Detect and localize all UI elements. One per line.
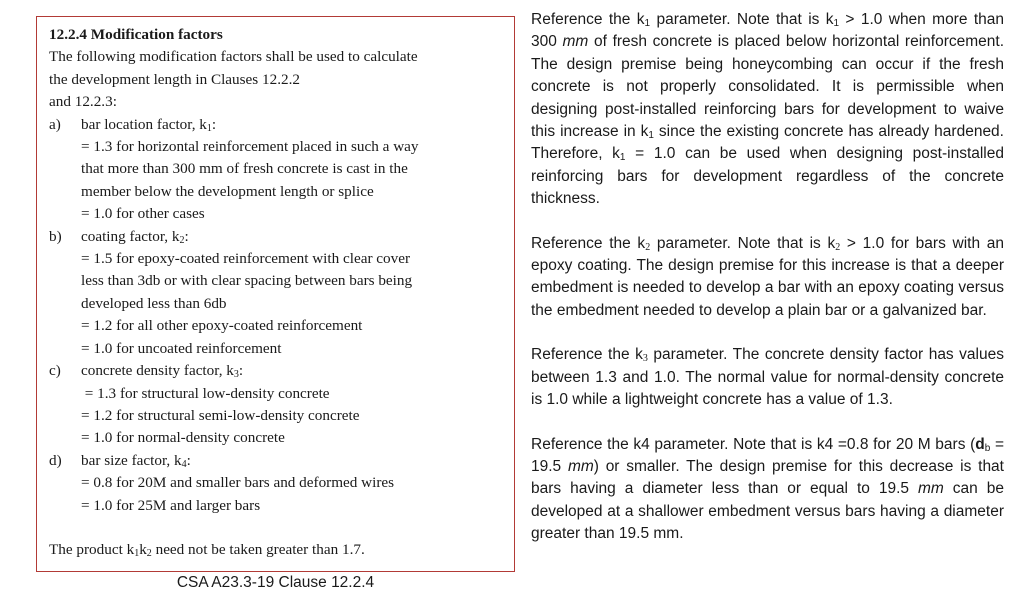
clause-title: 12.2.4 Modification factors: [49, 26, 223, 43]
factor-a-line: = 1.0 for other cases: [81, 205, 205, 223]
factor-c-heading: c) concrete density factor, $k_3$:: [49, 362, 244, 381]
intro-line-3: and 12.2.3:: [49, 93, 117, 111]
factor-a-line: member below the development length or splice: [81, 182, 374, 200]
factor-b-heading: b) coating factor, $k_2$:: [49, 227, 189, 246]
factor-b-line: = 1.2 for all other epoxy-coated reinforcement: [81, 317, 363, 335]
factor-c-line: = 1.2 for structural semi-low-density concrete: [81, 406, 360, 424]
note-k4: Reference the k4 parameter. Note that is k4 =0.8 for 20 M bars ($d_b = 19.5$ mm) or smaller. The design premise for this decrease is that bars having a diameter less than or equal to 19.5 mm can be developed at a shallower embedment versus bars having a diameter greater than 19.5 mm.: [531, 435, 1004, 543]
note-k2: Reference the $k_2$ parameter. Note that is $k_2 > 1.0$ for bars with an epoxy coating. The design premise for this increase is that a deeper embedment is needed to develop a bar with an epoxy coating versus the embedment needed to develop a plain bar or a galvanized bar.: [531, 234, 1004, 319]
factor-c-line: = 1.3 for structural low-density concrete: [81, 384, 330, 402]
factor-a-line: that more than 300 mm of fresh concrete is cast in the: [81, 160, 408, 178]
clause-caption: CSA A23.3-19 Clause 12.2.4: [176, 574, 375, 591]
note-k3: Reference the $k_3$ parameter. The concrete density factor has values between 1.3 and 1.0. The normal value for normal-density concrete is 1.0 while a lightweight concrete has a value of 1.3.: [531, 346, 1004, 409]
commentary-notes: [531, 9, 1004, 546]
factor-d-line: = 0.8 for 20M and smaller bars and deformed wires: [81, 474, 395, 492]
factor-b-line: less than 3db or with clear spacing between bars being: [81, 272, 413, 290]
factor-c-line: = 1.0 for normal-density concrete: [81, 429, 285, 447]
factor-d-line: = 1.0 for 25M and larger bars: [81, 496, 261, 514]
note-k1: Reference the $k_1$ parameter. Note that is $k_1 > 1.0$ when more than 300 mm of fresh concrete is placed below horizontal reinforcement. The design premise being honeycombing can occur if the fresh concrete is not properly consolidated. It is permissible when designing post-installed reinforcing bars for development to waive this increase in $k_1$ since the existing concrete has already hardened. Therefore, $k_1 = 1.0$ can be used when designing post-installed reinforcing bars for development regardless of the concrete thickness.: [531, 11, 1004, 208]
code-clause-box: [36, 16, 515, 572]
factor-b-line: developed less than 6db: [81, 294, 227, 312]
factor-a-heading: a) bar location factor, $k_1$:: [49, 115, 217, 134]
factor-d-heading: d) bar size factor, $k_4$:: [49, 451, 191, 470]
intro-line-2: the development length in Clauses 12.2.2: [49, 70, 300, 88]
factor-a-line: = 1.3 for horizontal reinforcement placed in such a way: [81, 138, 419, 156]
intro-line-1: The following modification factors shall be used to calculate: [49, 48, 418, 66]
product-limit-note: The product $k_1k_2$ need not be taken greater than 1.7.: [49, 540, 365, 559]
factor-b-line: = 1.0 for uncoated reinforcement: [81, 339, 282, 357]
factor-b-line: = 1.5 for epoxy-coated reinforcement with clear cover: [81, 250, 411, 268]
